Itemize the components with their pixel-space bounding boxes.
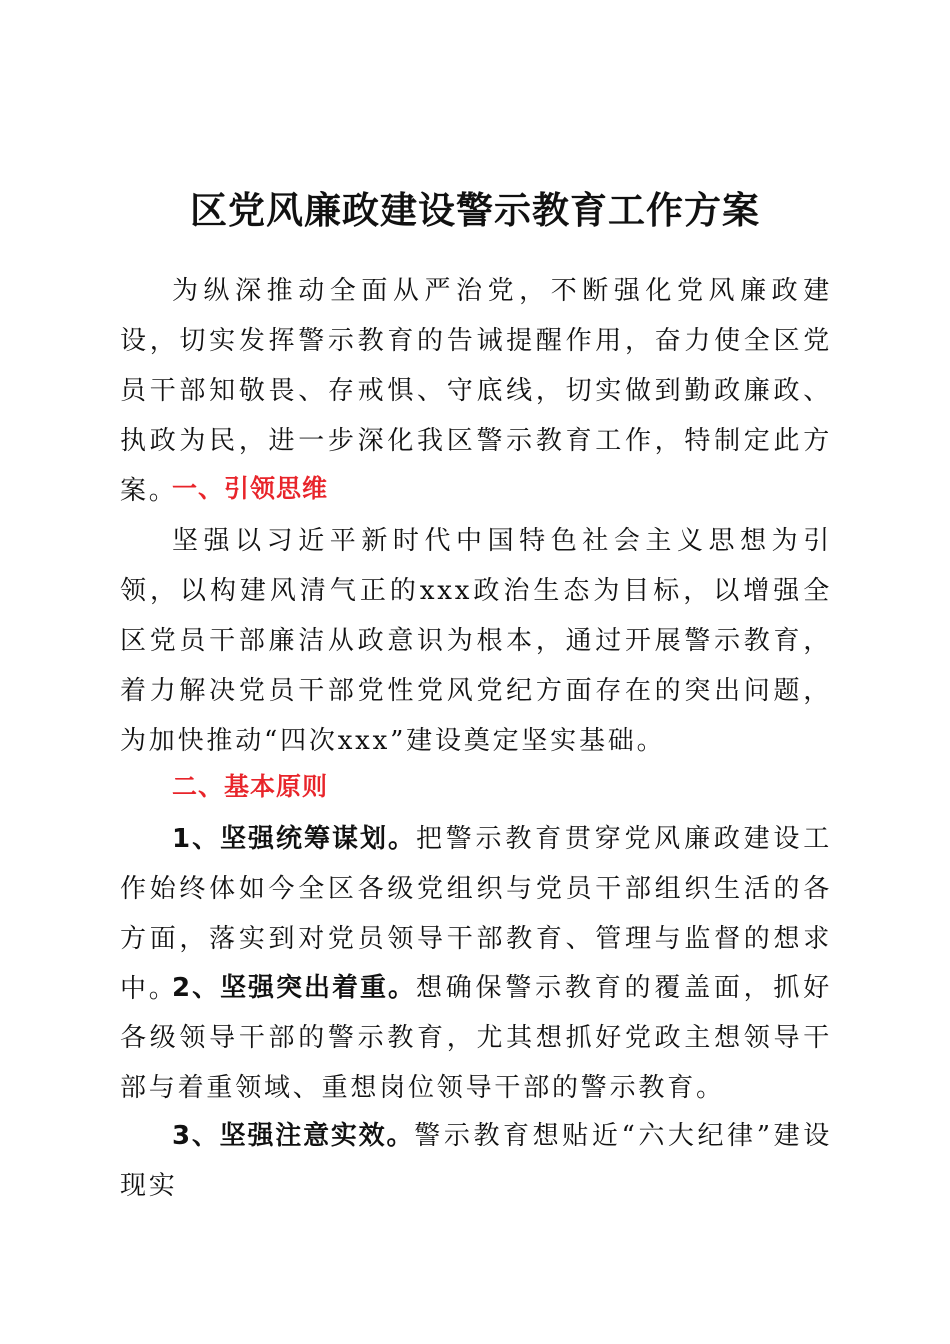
principle-item (120, 1111, 832, 1211)
guiding-thought-paragraph: 坚强以习近平新时代中国特色社会主义思想为引领，以构建风清气正的xxx政治生态为目标，以增强全区党员干部廉洁从政意识为根本，通过开展警示教育，着力解决党员干部党性党风党纪方面存在的突出问题，为加快推动“四次xxx”建设奠定坚实基础。 (120, 526, 832, 756)
section-heading-guiding-thought: 一、引领思维 (172, 474, 329, 503)
principle-item-lead: 2、坚强突出着重。 (172, 973, 416, 1003)
principle-item-text: 想确保警示教育的覆盖面，抓好各级领导干部的警示教育，尤其想抓好党政主想领导干部与着重领域、重想岗位领导干部的警示教育。 (120, 973, 833, 1103)
principle-item-lead: 3、坚强注意实效。 (172, 1121, 415, 1151)
document-title: 区党风廉政建设警示教育工作方案 (190, 188, 760, 232)
section-heading-basic-principles: 二、基本原则 (172, 772, 329, 801)
principle-item-text: 把警示教育贯穿党风廉政建设工作始终体如今全区各级党组织与党员干部组织生活的各方面，落实到对党员领导干部教育、管理与监督的想求中。 (120, 824, 833, 1004)
intro-paragraph: 为纵深推动全面从严治党，不断强化党风廉政建设，切实发挥警示教育的告诫提醒作用，奋力使全区党员干部知敬畏、存戒惧、守底线，切实做到勤政廉政、执政为民，进一步深化我区警示教育工作，特制定此方案。 (120, 276, 832, 506)
principle-item-lead: 1、坚强统筹谋划。 (172, 824, 416, 854)
principle-item-text: 警示教育想贴近“六大纪律”建设现实 (120, 1121, 832, 1201)
principle-item (120, 963, 832, 1113)
